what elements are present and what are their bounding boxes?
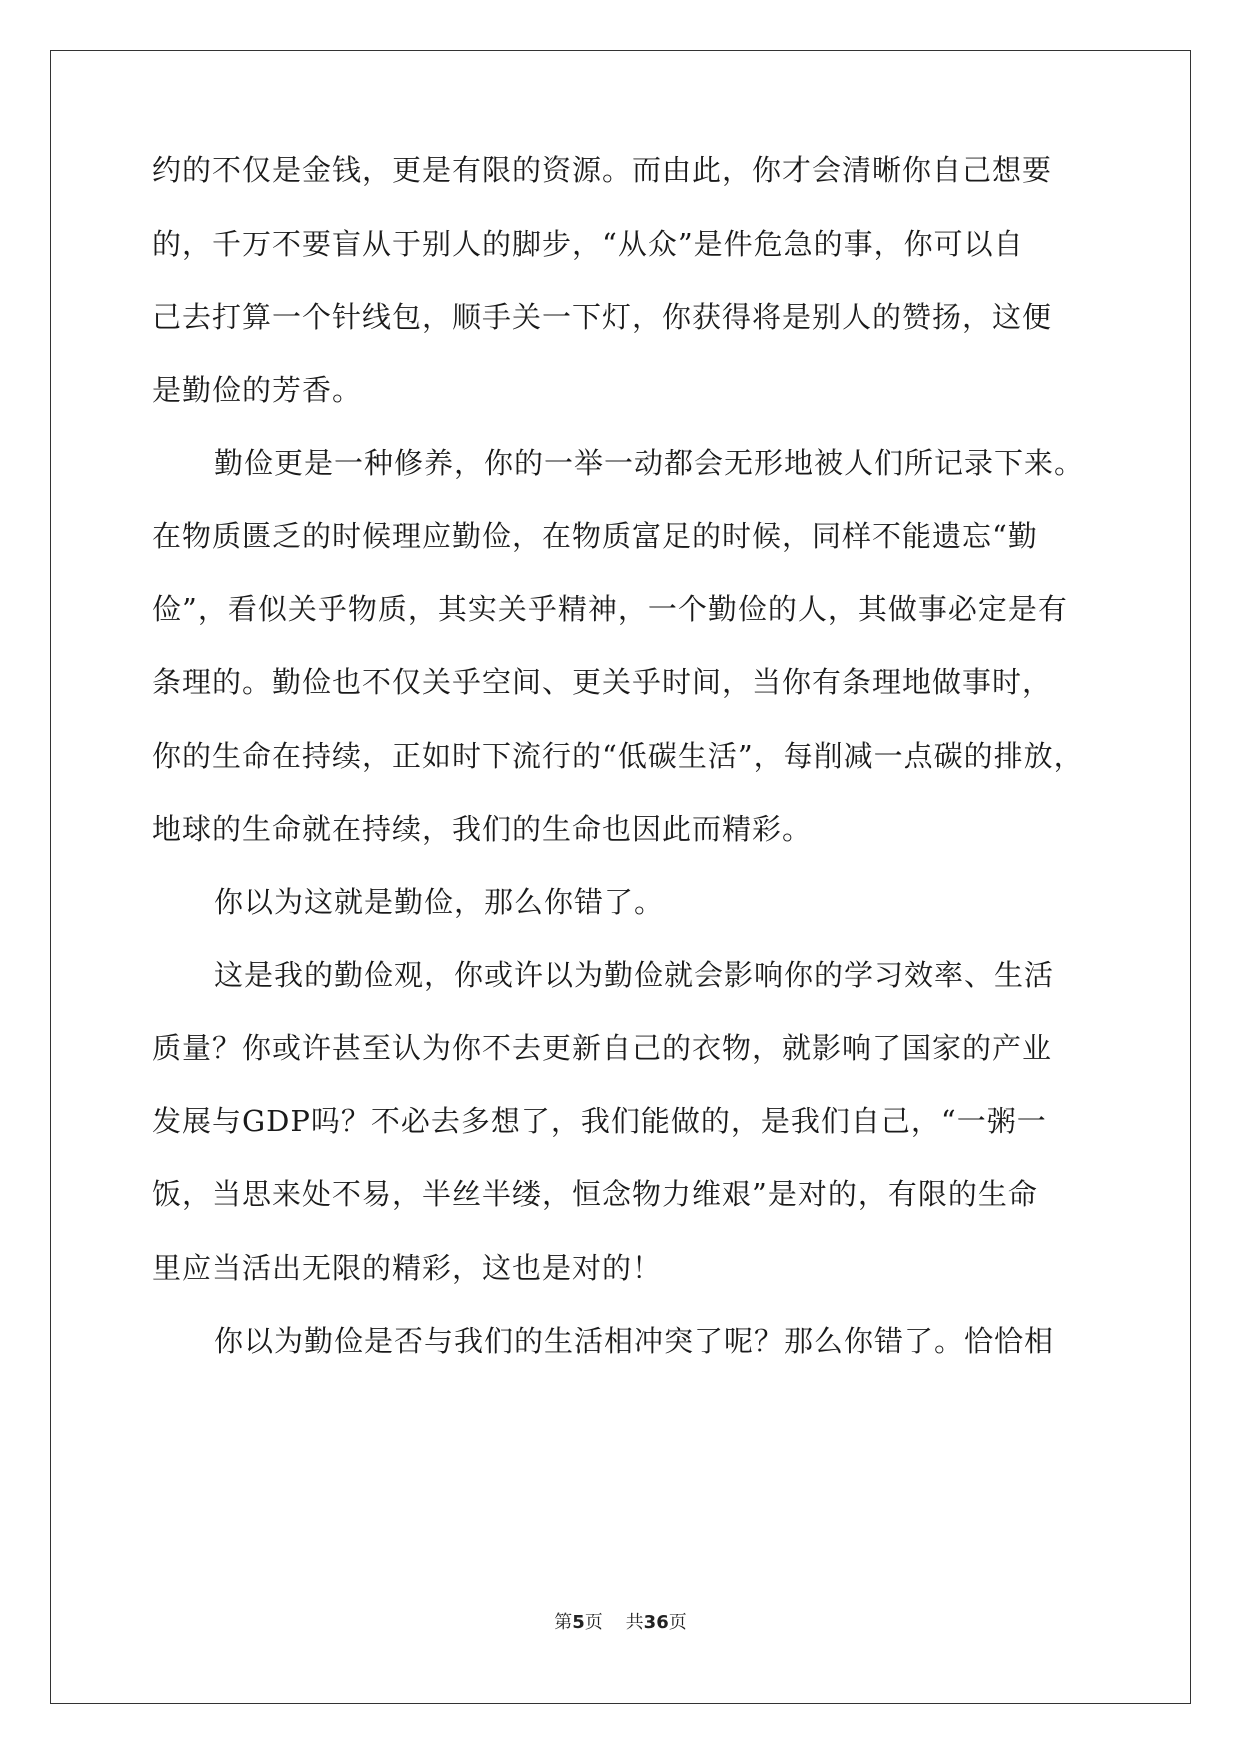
page-number: 5 [572,1612,585,1633]
page-prefix: 第 [554,1612,573,1633]
total-prefix: 共 [625,1612,644,1633]
text-line: 发展与GDP吗？不必去多想了，我们能做的，是我们自己，“一粥一 [152,1104,1047,1138]
text-line: 勤俭更是一种修养，你的一举一动都会无形地被人们所记录下来。 [214,446,1085,480]
text-line: 里应当活出无限的精彩，这也是对的！ [152,1251,663,1285]
total-pages: 36 [643,1612,669,1633]
page-suffix: 页 [584,1612,603,1633]
text-line: 质量？你或许甚至认为你不去更新自己的衣物，就影响了国家的产业 [152,1031,1053,1065]
text-line: 在物质匮乏的时候理应勤俭，在物质富足的时候，同样不能遗忘“勤 [152,519,1038,553]
text-line: 你以为勤俭是否与我们的生活相冲突了呢？那么你错了。恰恰相 [214,1324,1055,1358]
text-line: 这是我的勤俭观，你或许以为勤俭就会影响你的学习效率、生活 [214,958,1055,992]
text-line: 约的不仅是金钱，更是有限的资源。而由此，你才会清晰你自己想要 [152,153,1053,187]
text-line: 己去打算一个针线包，顺手关一下灯，你获得将是别人的赞扬，这便 [152,300,1053,334]
text-line: 你的生命在持续，正如时下流行的“低碳生活”，每削减一点碳的排放， [152,739,1084,773]
text-line: 是勤俭的芳香。 [152,373,363,407]
text-line: 条理的。勤俭也不仅关乎空间、更关乎时间，当你有条理地做事时， [152,665,1053,699]
text-line: 地球的生命就在持续，我们的生命也因此而精彩。 [152,812,813,846]
total-suffix: 页 [668,1612,687,1633]
text-line: 俭”，看似关乎物质，其实关乎精神，一个勤俭的人，其做事必定是有 [152,592,1068,626]
text-line: 饭，当思来处不易，半丝半缕，恒念物力维艰”是对的，有限的生命 [152,1177,1038,1211]
text-line: 你以为这就是勤俭，那么你错了。 [214,885,665,919]
text-line: 的，千万不要盲从于别人的脚步，“从众”是件危急的事，你可以自 [152,227,1024,261]
page-footer [0,1611,1241,1635]
